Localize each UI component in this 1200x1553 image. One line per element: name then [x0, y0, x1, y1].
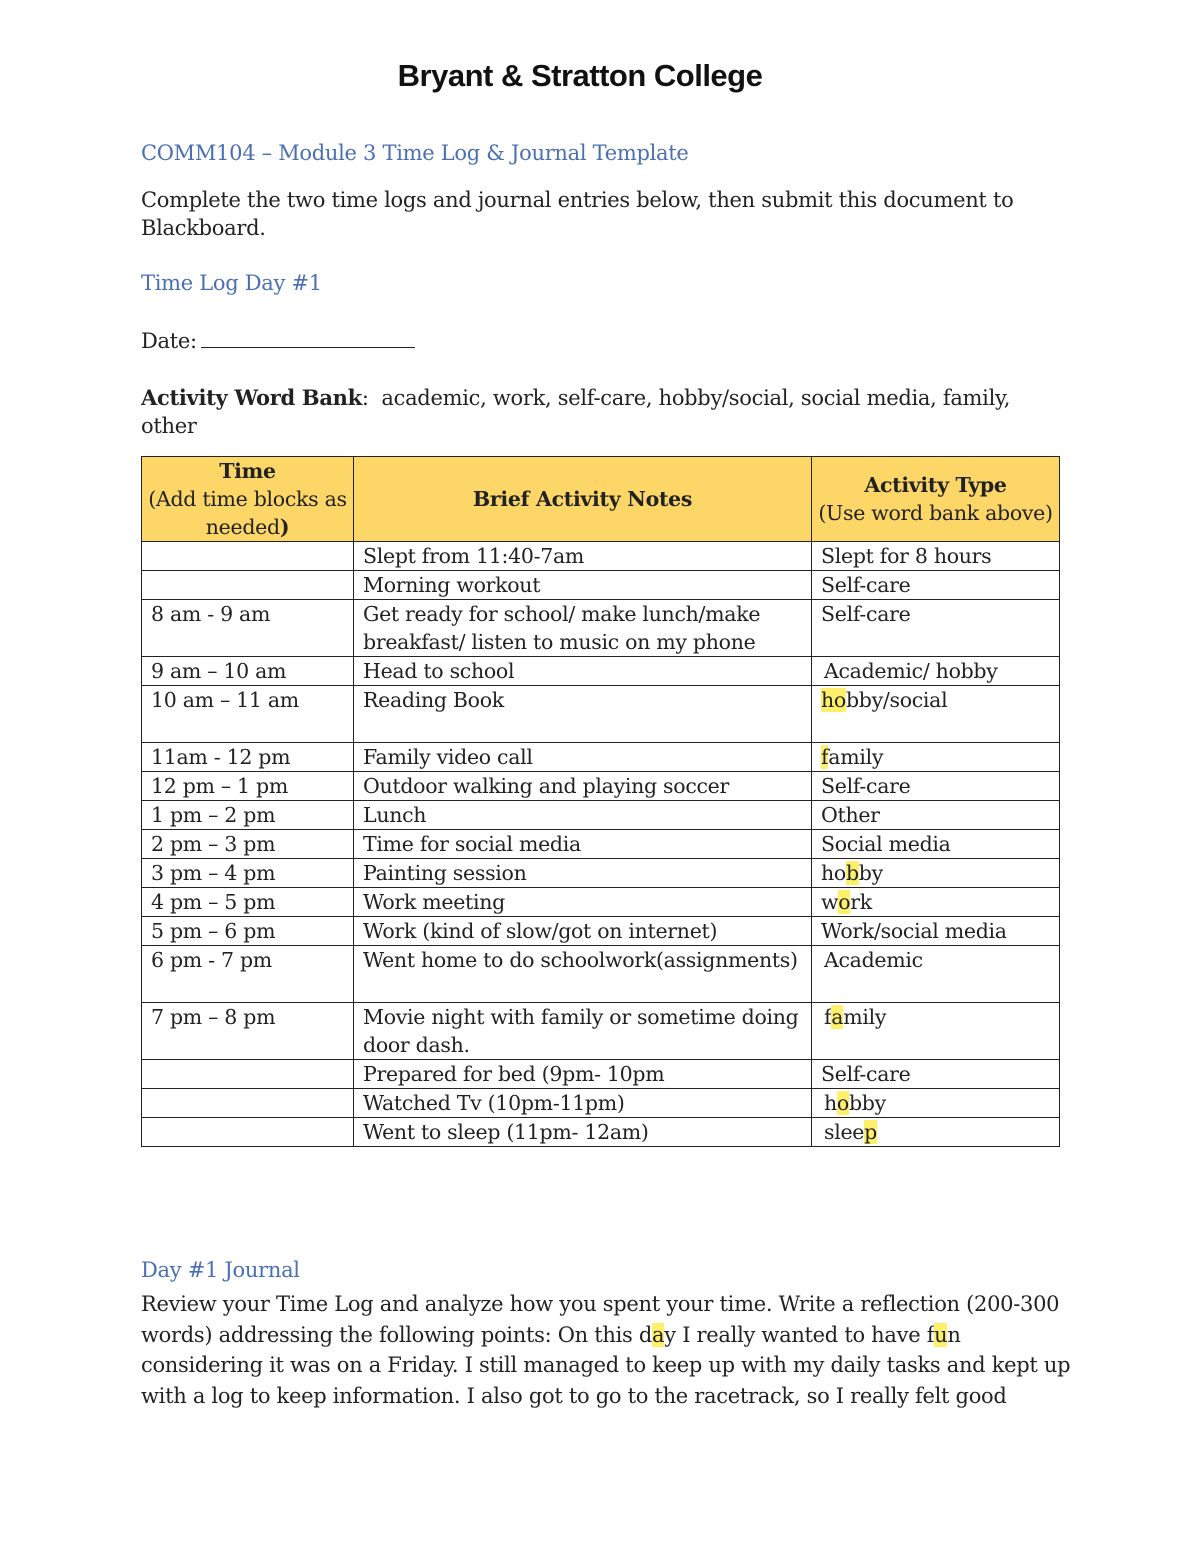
- table-row: [142, 1060, 1060, 1089]
- cell-type[interactable]: [812, 801, 1060, 830]
- cell-time[interactable]: [142, 1089, 354, 1118]
- type-text: ho: [821, 861, 846, 885]
- cell-notes[interactable]: Work meeting: [354, 888, 812, 917]
- type-text: Social media: [821, 832, 951, 856]
- type-text: w: [821, 890, 839, 914]
- table-row: [142, 1118, 1060, 1147]
- table-row: [142, 830, 1060, 859]
- table-row: [142, 571, 1060, 600]
- cell-type[interactable]: [812, 1118, 1060, 1147]
- type-text-rest: amily: [828, 745, 884, 769]
- journal-text-3: n considering it was on a Friday. I still managed to keep up with my daily tasks and kept up with a log to keep information. I also got to go to the racetrack, so I really felt good: [141, 1322, 1071, 1408]
- type-text: Academic/ hobby: [824, 659, 998, 683]
- word-bank-label: Activity Word Bank: [141, 385, 362, 410]
- type-text-rest: mily: [843, 1005, 887, 1029]
- cell-notes[interactable]: Painting session: [354, 859, 812, 888]
- table-row: [142, 743, 1060, 772]
- cell-type[interactable]: [812, 657, 1060, 686]
- type-text: h: [824, 1091, 837, 1115]
- cell-type[interactable]: [812, 743, 1060, 772]
- cell-time[interactable]: 2 pm – 3 pm: [142, 830, 354, 859]
- type-text: slee: [824, 1120, 865, 1144]
- cell-notes[interactable]: Morning workout: [354, 571, 812, 600]
- type-text: Self-care: [821, 774, 911, 798]
- cell-type[interactable]: [812, 600, 1060, 657]
- table-row: [142, 657, 1060, 686]
- cell-notes[interactable]: Slept from 11:40-7am: [354, 542, 812, 571]
- cell-type[interactable]: [812, 859, 1060, 888]
- time-log-table: [141, 456, 1060, 1147]
- type-text: Academic: [824, 948, 923, 972]
- type-text: Other: [821, 803, 880, 827]
- cell-time[interactable]: [142, 542, 354, 571]
- header-type-title: Activity Type: [864, 473, 1007, 497]
- cell-time[interactable]: 11am - 12 pm: [142, 743, 354, 772]
- date-blank-line[interactable]: [201, 327, 415, 348]
- table-row: [142, 801, 1060, 830]
- header-time: [142, 457, 354, 542]
- cell-time[interactable]: 3 pm – 4 pm: [142, 859, 354, 888]
- header-notes: [354, 457, 812, 542]
- table-row: [142, 1003, 1060, 1060]
- cell-time[interactable]: 5 pm – 6 pm: [142, 917, 354, 946]
- time-log-heading: Time Log Day #1: [141, 271, 322, 295]
- journal-paragraph[interactable]: [141, 1289, 1071, 1411]
- journal-heading: Day #1 Journal: [141, 1258, 300, 1282]
- cell-type[interactable]: [812, 1060, 1060, 1089]
- cell-time[interactable]: 4 pm – 5 pm: [142, 888, 354, 917]
- table-row: [142, 600, 1060, 657]
- type-text: Work/social media: [821, 919, 1007, 943]
- type-highlight: a: [831, 1005, 844, 1029]
- cell-time[interactable]: [142, 1118, 354, 1147]
- type-highlight: ho: [821, 688, 846, 712]
- cell-notes[interactable]: Lunch: [354, 801, 812, 830]
- word-bank-text: academic, work, self-care, hobby/social, social media, family, other: [141, 386, 1017, 438]
- header-time-title: Time: [219, 459, 276, 483]
- cell-type[interactable]: [812, 686, 1060, 743]
- cell-time[interactable]: 7 pm – 8 pm: [142, 1003, 354, 1060]
- date-row: [141, 327, 1061, 355]
- header-time-sub: (Add time blocks as needed: [148, 487, 347, 539]
- cell-notes[interactable]: Time for social media: [354, 830, 812, 859]
- cell-type[interactable]: [812, 1003, 1060, 1060]
- journal-highlight-1: a: [652, 1322, 665, 1347]
- cell-type[interactable]: [812, 917, 1060, 946]
- cell-type[interactable]: [812, 1089, 1060, 1118]
- table-row: [142, 859, 1060, 888]
- date-label: Date:: [141, 329, 197, 353]
- cell-time[interactable]: [142, 571, 354, 600]
- cell-notes[interactable]: Head to school: [354, 657, 812, 686]
- cell-notes[interactable]: Went to sleep (11pm- 12am): [354, 1118, 812, 1147]
- type-text-rest: bby/social: [845, 688, 948, 712]
- header-time-paren: ): [279, 515, 290, 539]
- type-highlight: o: [838, 890, 851, 914]
- type-text: Self-care: [821, 602, 911, 626]
- cell-notes[interactable]: Outdoor walking and playing soccer: [354, 772, 812, 801]
- cell-notes[interactable]: Family video call: [354, 743, 812, 772]
- type-text: Self-care: [821, 1062, 911, 1086]
- cell-type[interactable]: [812, 830, 1060, 859]
- type-text: Slept for 8 hours: [821, 544, 992, 568]
- cell-type[interactable]: [812, 946, 1060, 1003]
- table-row: [142, 946, 1060, 1003]
- journal-text-1: Review your Time Log and analyze how you spent your time. Write a reflection (200-300 words) addressing the following points: On this d: [141, 1292, 1060, 1347]
- journal-text-2: y I really wanted to have f: [664, 1322, 935, 1347]
- cell-type[interactable]: [812, 772, 1060, 801]
- cell-time[interactable]: 6 pm - 7 pm: [142, 946, 354, 1003]
- cell-type[interactable]: [812, 888, 1060, 917]
- table-row: [142, 772, 1060, 801]
- type-text-rest: by: [858, 861, 883, 885]
- type-text-rest: bby: [848, 1091, 886, 1115]
- type-highlight: f: [821, 745, 829, 769]
- type-text: Self-care: [821, 573, 911, 597]
- cell-notes[interactable]: Watched Tv (10pm-11pm): [354, 1089, 812, 1118]
- table-row: [142, 917, 1060, 946]
- header-notes-title: Brief Activity Notes: [472, 487, 693, 511]
- type-text-rest: rk: [850, 890, 872, 914]
- cell-time[interactable]: 8 am - 9 am: [142, 600, 354, 657]
- cell-time[interactable]: 12 pm – 1 pm: [142, 772, 354, 801]
- header-type-sub: (Use word bank above): [818, 501, 1053, 525]
- instructions-text: Complete the two time logs and journal entries below, then submit this document to Blackboard.: [141, 188, 1014, 240]
- cell-time[interactable]: 1 pm – 2 pm: [142, 801, 354, 830]
- table-header-row: [142, 457, 1060, 542]
- word-bank: [141, 384, 1061, 440]
- cell-time[interactable]: [142, 1060, 354, 1089]
- type-text: f: [824, 1005, 832, 1029]
- cell-notes[interactable]: Get ready for school/ make lunch/make breakfast/ listen to music on my phone: [354, 600, 812, 657]
- cell-type[interactable]: [812, 571, 1060, 600]
- cell-time[interactable]: 9 am – 10 am: [142, 657, 354, 686]
- table-row: [142, 1089, 1060, 1118]
- type-highlight: p: [864, 1120, 877, 1144]
- cell-notes[interactable]: Reading Book: [354, 686, 812, 743]
- cell-notes[interactable]: Prepared for bed (9pm- 10pm: [354, 1060, 812, 1089]
- table-row: [142, 888, 1060, 917]
- type-highlight: o: [836, 1091, 849, 1115]
- cell-notes[interactable]: Went home to do schoolwork(assignments): [354, 946, 812, 1003]
- word-bank-colon: :: [361, 386, 369, 410]
- cell-notes[interactable]: Movie night with family or sometime doing door dash.: [354, 1003, 812, 1060]
- cell-time[interactable]: 10 am – 11 am: [142, 686, 354, 743]
- table-row: [142, 542, 1060, 571]
- college-name: Bryant & Stratton College: [397, 58, 763, 93]
- journal-highlight-2: u: [934, 1322, 948, 1347]
- document-title: COMM104 – Module 3 Time Log & Journal Template: [141, 141, 689, 165]
- cell-type[interactable]: [812, 542, 1060, 571]
- table-row: [142, 686, 1060, 743]
- header-type: [812, 457, 1060, 542]
- type-highlight: b: [845, 861, 859, 885]
- cell-notes[interactable]: Work (kind of slow/got on internet): [354, 917, 812, 946]
